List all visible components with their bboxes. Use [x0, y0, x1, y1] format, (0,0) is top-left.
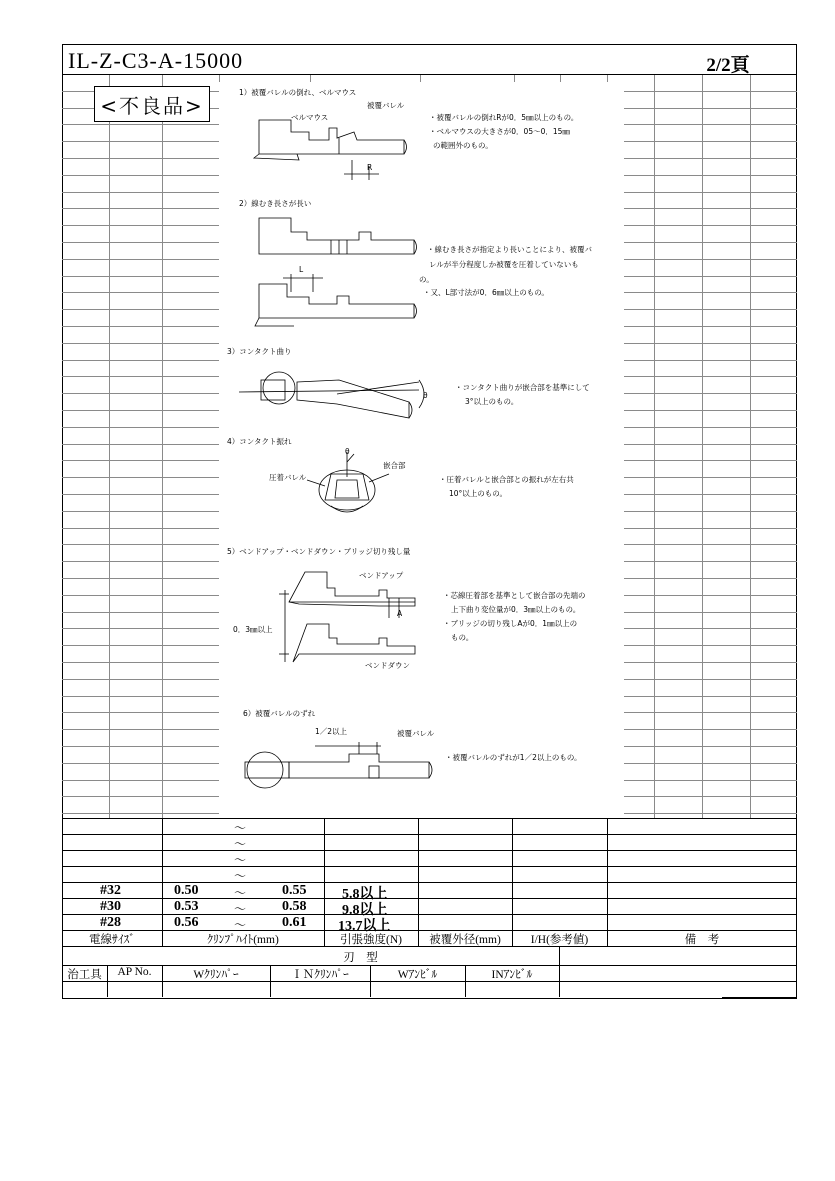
col-line — [512, 818, 513, 946]
col-line — [324, 818, 325, 946]
label-a: A — [397, 609, 403, 618]
col-line — [418, 818, 419, 946]
header-ih: I/H(参考値) — [530, 934, 589, 946]
title-rule — [62, 74, 797, 75]
strength-cell: 5.8以上 — [342, 887, 388, 902]
label-mating-part: 嵌合部 — [383, 461, 406, 470]
col-line — [162, 818, 163, 946]
range-tilde: ～ — [234, 821, 247, 835]
diagram-strip-length — [255, 218, 417, 326]
range-tilde: ～ — [234, 869, 247, 883]
page-number: 2/2頁 — [706, 55, 750, 76]
label-theta-bend: θ — [423, 391, 428, 400]
label-03mm: 0．3㎜以上 — [233, 625, 273, 634]
section-1-note-3: の範囲外のもの。 — [433, 141, 493, 150]
section-4-note-2: 10°以上のもの。 — [449, 489, 507, 498]
wire-size-cell: #30 — [100, 899, 121, 914]
section-1-note-1: ・被覆バレルの倒れRが0．5㎜以上のもの。 — [429, 113, 579, 122]
section-2-note-4: ・又、L部寸法が0．6㎜以上のもの。 — [423, 288, 549, 297]
header-in-anvil: INｱﾝﾋﾞﾙ — [491, 969, 533, 981]
label-bend-down: ベンドダウン — [365, 661, 410, 670]
crimp-max-cell: 0.61 — [282, 915, 307, 930]
bottom-rule — [722, 997, 797, 998]
label-bellmouth: ベルマウス — [291, 113, 329, 122]
header-w-anvil: Wｱﾝﾋﾞﾙ — [397, 969, 438, 981]
defect-badge: <不良品> — [94, 86, 210, 122]
label-crimp-barrel: 圧着バレル — [269, 473, 307, 482]
wire-size-cell: #32 — [100, 883, 121, 898]
section-6-title: 6）被覆バレルのずれ — [243, 709, 316, 718]
col-line — [559, 946, 560, 997]
table-row — [62, 866, 797, 883]
grid-col-line — [162, 74, 163, 818]
section-3-title: 3）コンタクト曲り — [227, 347, 292, 356]
section-5-note-4: もの。 — [451, 633, 474, 642]
grid-col-line — [109, 74, 110, 818]
section-5-title: 5）ベンドアップ・ベンドダウン・ブリッジ切り残し量 — [227, 547, 411, 556]
diagram-contact-swing — [307, 452, 389, 512]
section-5-note-2: 上下曲り変位量が0．3㎜以上のもの。 — [451, 605, 581, 614]
header-in-crimper: ＩＮｸﾘﾝﾊﾟｰ — [291, 969, 349, 981]
label-bend-up: ベンドアップ — [359, 571, 404, 580]
section-2-note-2: レルが半分程度しか被覆を圧着していないも — [429, 260, 579, 269]
range-tilde: ～ — [234, 853, 247, 867]
label-r: R — [367, 163, 373, 172]
wire-size-cell: #28 — [100, 915, 121, 930]
range-tilde: ～ — [234, 837, 247, 851]
diagram-barrel-shift — [245, 742, 432, 788]
label-theta-swing: θ — [345, 447, 350, 456]
header-tool: 治工具 — [67, 969, 102, 981]
diagram-contact-bend — [239, 372, 424, 418]
section-2-title: 2）線むき長さが長い — [239, 199, 312, 208]
grid-col-line — [702, 74, 703, 818]
crimp-max-cell: 0.55 — [282, 883, 307, 898]
label-coating-barrel: 被覆バレル — [367, 101, 405, 110]
table-row — [62, 818, 797, 835]
table-row — [62, 882, 797, 899]
header-crimp-height: ｸﾘﾝﾌﾟﾊｲﾄ(mm) — [207, 934, 279, 946]
header-w-crimper: Wｸﾘﾝﾊﾟｰ — [193, 969, 239, 981]
col-line — [607, 818, 608, 946]
section-1-title: 1）被覆バレルの倒れ、ベルマウス — [239, 88, 357, 97]
range-tilde: ～ — [234, 918, 247, 932]
section-3-note-1: ・コンタクト曲りが嵌合部を基準にして — [455, 383, 590, 392]
header-remarks: 備 考 — [684, 934, 720, 946]
crimp-min-cell: 0.56 — [174, 915, 199, 930]
header-wire-size: 電線ｻｲｽﾞ — [89, 934, 135, 946]
table-row — [62, 981, 797, 998]
crimp-min-cell: 0.53 — [174, 899, 199, 914]
strength-cell: 13.7以上 — [338, 919, 391, 934]
header-ap-no: AP No. — [117, 966, 152, 978]
section-1-note-2: ・ベルマウスの大きさが0．05～0．15㎜ — [429, 127, 570, 136]
grid-col-line — [654, 74, 655, 818]
label-l: L — [299, 265, 304, 274]
section-2-note-3: の。 — [419, 275, 434, 284]
header-tensile: 引張強度(N) — [340, 934, 402, 946]
header-blade: 刃 型 — [343, 952, 378, 964]
section-4-title: 4）コンタクト振れ — [227, 437, 292, 446]
defect-figure-panel — [219, 82, 624, 818]
label-half: 1／2以上 — [315, 727, 348, 736]
table-row — [62, 850, 797, 867]
table-row — [62, 898, 797, 915]
range-tilde: ～ — [234, 902, 247, 916]
diagram-bend-up-down — [279, 572, 415, 662]
section-4-note-1: ・圧着バレルと嵌合部との振れが左右共 — [439, 475, 574, 484]
section-3-note-2: 3°以上のもの。 — [465, 397, 519, 406]
header-outer-diameter: 被覆外径(mm) — [429, 934, 501, 946]
document-id: IL-Z-C3-A-15000 — [68, 48, 244, 73]
diagram-bellmouth — [254, 120, 407, 180]
grid-col-line — [750, 74, 751, 818]
spec-table — [62, 818, 797, 998]
label-coating-barrel-6: 被覆バレル — [397, 729, 435, 738]
table-row — [62, 914, 797, 931]
section-6-note-1: ・被覆バレルのずれが1／2以上のもの。 — [445, 753, 582, 762]
section-5-note-3: ・ブリッジの切り残しAが0．1㎜以上の — [443, 619, 578, 628]
crimp-max-cell: 0.58 — [282, 899, 307, 914]
range-tilde: ～ — [234, 886, 247, 900]
section-5-note-1: ・芯線圧着部を基準として嵌合部の先端の — [443, 591, 586, 600]
table-row — [62, 834, 797, 851]
crimp-min-cell: 0.50 — [174, 883, 199, 898]
strength-cell: 9.8以上 — [342, 903, 388, 918]
section-2-note-1: ・線むき長さが指定より長いことにより、被覆バ — [427, 245, 592, 254]
